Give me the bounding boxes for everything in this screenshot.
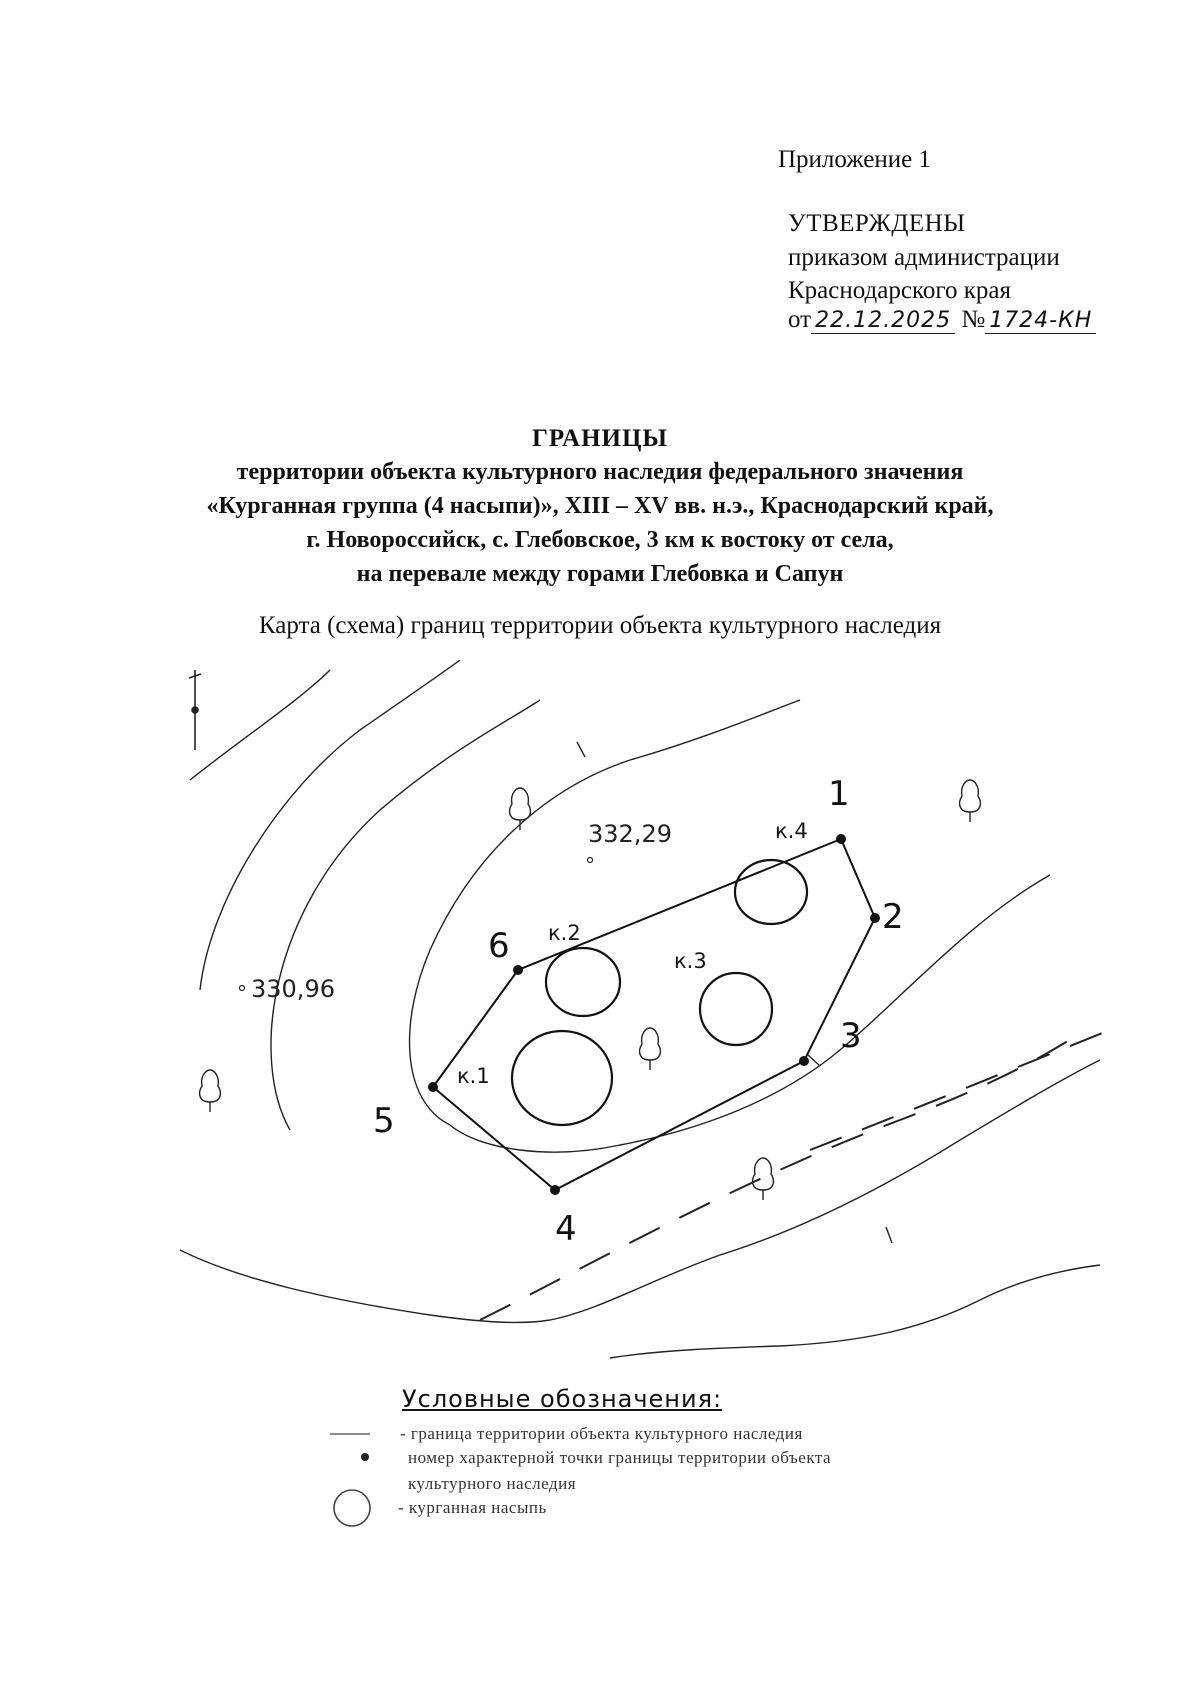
contour-lines <box>180 660 1100 1358</box>
mound-label-k2: к.2 <box>548 921 581 945</box>
date-value: 22.12.2025 <box>811 308 955 334</box>
boundary-point-4-marker <box>550 1185 560 1195</box>
elevation-markers <box>240 858 593 991</box>
boundary-point-2-label: 2 <box>882 897 904 937</box>
title-line-3: г. Новороссийск, с. Глебовское, 3 км к востоку от села, <box>306 527 894 553</box>
north-arrow-icon <box>189 670 201 750</box>
mound-shapes <box>512 860 807 1125</box>
mound-label-k1: к.1 <box>457 1064 490 1088</box>
legend-title: Условные обозначения: <box>402 1385 723 1413</box>
number-prefix: № <box>961 306 986 333</box>
document-heading: ГРАНИЦЫ <box>532 425 668 452</box>
boundary-point-6-label: 6 <box>488 926 510 966</box>
elevation-labels <box>251 820 672 1003</box>
boundary-point-1-label: 1 <box>828 774 850 814</box>
legend-mound-symbol <box>334 1490 370 1526</box>
mound-label-k4: к.4 <box>775 819 808 843</box>
boundary-point-2-marker <box>870 913 880 923</box>
title-line-2: «Курганная группа (4 насыпи)», XIII – XV вв. н.э., Краснодарский край, <box>206 493 994 519</box>
mound-k2-shape <box>546 948 620 1016</box>
legend-item-mound: - курганная насыпь <box>398 1498 547 1517</box>
slope-ticks <box>577 742 892 1243</box>
elevation-label-330-96: 330,96 <box>251 975 335 1003</box>
legend-item-boundary: - граница территории объекта культурного наследия <box>400 1424 803 1443</box>
title-line-1: территории объекта культурного наследия федерального значения <box>236 459 964 485</box>
legend-item-point-1: номер характерной точки границы территории объекта <box>408 1448 832 1467</box>
tree-symbols <box>200 660 981 1200</box>
approval-date-number <box>788 306 1096 334</box>
boundary-point-6-marker <box>513 965 523 975</box>
boundary-point-3-marker <box>799 1056 809 1066</box>
map-caption: Карта (схема) границ территории объекта культурного наследия <box>258 612 942 639</box>
tree-icon <box>640 1028 661 1070</box>
boundary-point-3-label: 3 <box>840 1016 862 1056</box>
number-value: 1724-КН <box>985 308 1096 334</box>
boundary-map <box>180 660 1120 1360</box>
mound-label-k3: к.3 <box>674 949 707 973</box>
approved-by-line-1: приказом администрации <box>788 244 1060 271</box>
date-prefix: от <box>788 306 812 333</box>
approved-heading: УТВЕРЖДЕНЫ <box>788 210 966 237</box>
boundary-point-5-label: 5 <box>373 1101 395 1141</box>
tree-icon <box>510 788 531 830</box>
elevation-label-332-29: 332,29 <box>588 820 672 848</box>
approved-by-line-2: Краснодарского края <box>788 277 1011 304</box>
mound-k4-shape <box>735 860 807 924</box>
legend-item-point-2: культурного наследия <box>408 1474 577 1493</box>
boundary-point-1-marker <box>836 834 846 844</box>
tree-icon <box>960 780 981 822</box>
boundary-point-5-marker <box>428 1082 438 1092</box>
tree-icon <box>200 1070 221 1112</box>
title-line-4: на перевале между горами Глебовка и Сапун <box>356 561 844 587</box>
tree-icon <box>753 1158 774 1200</box>
road-dashed <box>480 1030 1110 1320</box>
mound-k1-shape <box>512 1031 612 1125</box>
appendix-label: Приложение 1 <box>778 146 931 173</box>
boundary-point-4-label: 4 <box>555 1209 577 1249</box>
legend-point-symbol <box>361 1453 369 1461</box>
mound-k3-shape <box>700 973 772 1045</box>
